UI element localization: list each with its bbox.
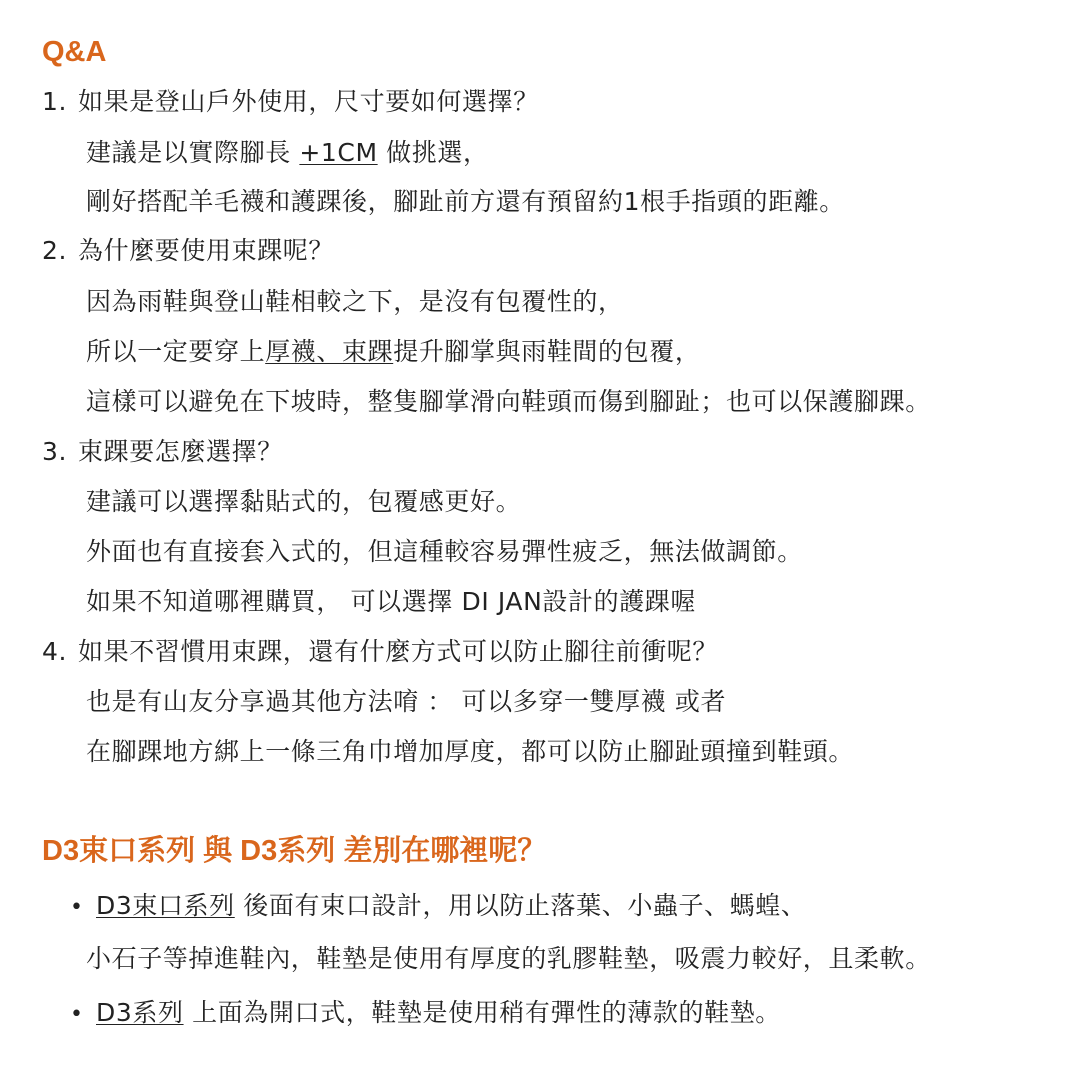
series-difference-heading: D3束口系列 與 D3系列 差別在哪裡呢？: [42, 835, 547, 867]
d3-drawstring-series-link[interactable]: D3束口系列: [96, 891, 235, 920]
bullet-item-d3: [70, 1000, 781, 1026]
question-text: 如果是登山戶外使用，尺寸要如何選擇？: [78, 87, 539, 116]
bullet-text: 後面有束口設計，用以防止落葉、小蟲子、螞蝗、: [234, 891, 807, 920]
answer-text: 所以一定要穿上: [86, 337, 266, 366]
bullet-icon: •: [70, 895, 84, 920]
answer-text: 建議是以實際腳長: [86, 138, 300, 167]
bullet-item-d3-drawstring: [70, 893, 807, 919]
answer-3-line-2: 外面也有直接套入式的，但這種較容易彈性疲乏，無法做調節。: [86, 537, 803, 566]
question-4: [42, 639, 718, 664]
bullet-text: 上面為開口式，鞋墊是使用稍有彈性的薄款的鞋墊。: [183, 998, 781, 1027]
question-text: 束踝要怎麼選擇？: [78, 437, 283, 466]
answer-1-line-1: [86, 140, 489, 165]
size-plus-1cm-link[interactable]: +1CM: [299, 138, 378, 167]
answer-3-line-3: 如果不知道哪裡購買， 可以選擇 DI JAN設計的護踝喔: [86, 587, 697, 616]
d3-series-link[interactable]: D3系列: [96, 998, 184, 1027]
question-number: 4.: [42, 637, 68, 666]
question-1: [42, 89, 539, 114]
answer-1-line-2: 剛好搭配羊毛襪和護踝後，腳趾前方還有預留約1根手指頭的距離。: [86, 187, 845, 216]
qa-heading: Q&A: [42, 36, 107, 68]
question-2: [42, 238, 334, 263]
bullet-item-d3-drawstring-continued: 小石子等掉進鞋內，鞋墊是使用有厚度的乳膠鞋墊，吸震力較好，且柔軟。: [86, 944, 931, 973]
question-number: 3.: [42, 437, 68, 466]
question-3: [42, 439, 283, 464]
answer-2-line-1: 因為雨鞋與登山鞋相較之下，是沒有包覆性的，: [86, 287, 624, 316]
question-text: 為什麼要使用束踝呢？: [78, 236, 335, 265]
question-number: 2.: [42, 236, 68, 265]
answer-2-line-3: 這樣可以避免在下坡時，整隻腳掌滑向鞋頭而傷到腳趾；也可以保護腳踝。: [86, 387, 931, 416]
answer-2-line-2: [86, 339, 700, 364]
answer-4-line-2: 在腳踝地方綁上一條三角巾增加厚度，都可以防止腳趾頭撞到鞋頭。: [86, 737, 855, 766]
bullet-icon: •: [70, 1002, 84, 1027]
answer-3-line-1: 建議可以選擇黏貼式的，包覆感更好。: [86, 487, 522, 516]
thick-socks-ankle-wrap-text: 厚襪、束踝: [265, 337, 394, 366]
answer-text: 提升腳掌與雨鞋間的包覆，: [393, 337, 701, 366]
answer-text: 做挑選，: [377, 138, 489, 167]
answer-4-line-1: 也是有山友分享過其他方法唷 ： 可以多穿一雙厚襪 或者: [86, 687, 727, 716]
question-number: 1.: [42, 87, 68, 116]
question-text: 如果不習慣用束踝，還有什麼方式可以防止腳往前衝呢？: [78, 637, 719, 666]
